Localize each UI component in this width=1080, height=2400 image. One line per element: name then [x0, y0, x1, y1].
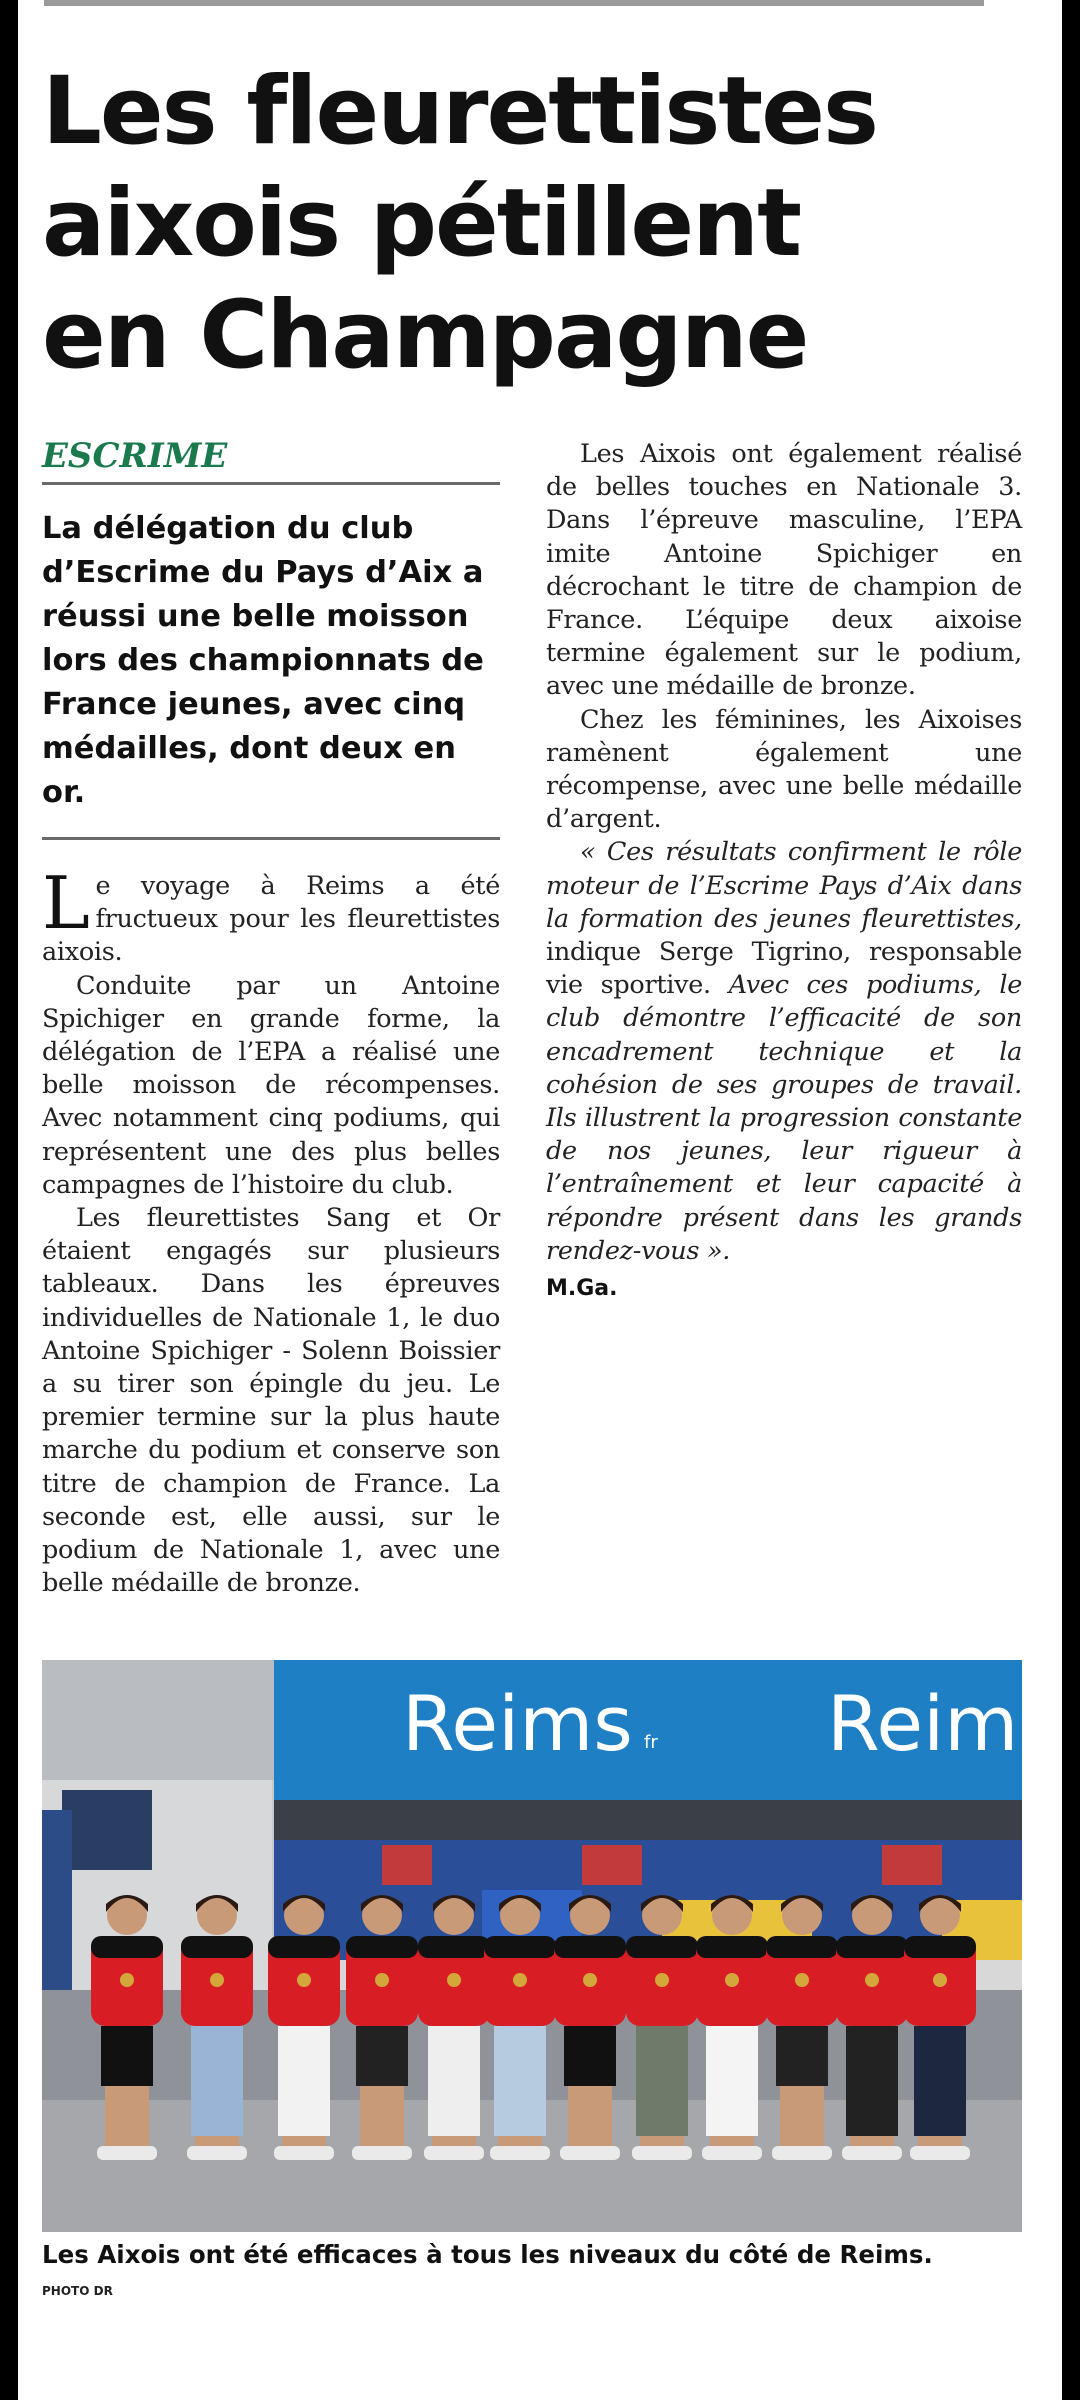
quote-part-1: « Ces résultats confirment le rôle moteur de l’Escrime Pays d’Aix dans la formation des jeunes fleurettistes,: [546, 837, 1022, 934]
banner-text-2: Reim: [827, 1679, 1019, 1768]
photo-credit: PHOTO DR: [42, 2284, 113, 2298]
section-rubric: ESCRIME: [42, 436, 228, 476]
headline-line-1: Les fleurettistes: [42, 57, 877, 166]
paragraph-5: Chez les féminines, les Aixoises ramènent également une récompense, avec une belle médaille d’argent.: [546, 704, 1022, 835]
quote-part-2: Avec ces podiums, le club démontre l’efficacité de son encadrement technique et la cohésion de ses groupes de travail. Ils illustrent la progression constante de nos jeunes, leur rigueur à l’entraînement et leur capacité à répondre présent dans les grands rendez-vous ».: [546, 970, 1022, 1266]
body-right: [546, 438, 1022, 1268]
right-column: [546, 438, 1022, 1301]
paragraph-3: Les fleurettistes Sang et Or étaient engagés sur plusieurs tableaux. Dans les épreuves individuelles de Nationale 1, le duo Antoine Spichiger - Solenn Boissier a su tirer son épingle du jeu. Le premier termine sur la plus haute marche du podium et conserve son titre de champion de France. La seconde est, elle aussi, sur le podium de Nationale 1, avec une belle médaille de bronze.: [42, 1203, 500, 1599]
newspaper-page: [18, 0, 1062, 2400]
lead-rule: [42, 837, 500, 840]
author-signature: M.Ga.: [546, 1276, 618, 1302]
team-photo: [42, 1660, 1022, 2232]
banner-text-1: Reims: [402, 1679, 633, 1768]
photo-caption: Les Aixois ont été efficaces à tous les niveaux du côté de Reims.: [42, 2240, 933, 2269]
article-lead: La délégation du club d’Escrime du Pays d’Aix a réussi une belle moisson lors des championnats de France jeunes, avec cinq médailles, dont deux en or.: [42, 511, 484, 810]
paragraph-2: Conduite par un Antoine Spichiger en grande forme, la délégation de l’EPA a réalisé une belle moisson de récompenses. Avec notamment cinq podiums, qui représentent une des plus belles campagnes de l’histoire du club.: [42, 970, 500, 1200]
paragraph-1: [42, 861, 500, 970]
drop-cap: L: [42, 861, 90, 945]
banner-text-1-sup: fr: [644, 1732, 658, 1753]
paragraph-1-text: e voyage à Reims a été fructueux pour les fleurettistes aixois.: [42, 871, 500, 968]
left-column: [42, 436, 500, 1600]
team-photo-illustration: [42, 1660, 1022, 2232]
body-left: [42, 861, 500, 1600]
paragraph-6: [546, 836, 1022, 1268]
paragraph-4: Les Aixois ont également réalisé de belles touches en Nationale 3. Dans l’épreuve masculine, l’EPA imite Antoine Spichiger en décrochant le titre de champion de France. L’équipe deux aixoise termine également sur le podium, avec une médaille de bronze.: [546, 439, 1022, 702]
quote-attribution: indique Serge Tigrino, responsable vie sportive.: [546, 937, 1022, 1001]
headline-line-3: en Champagne: [42, 281, 808, 390]
headline-line-2: aixois pétillent: [42, 169, 801, 278]
top-rule: [44, 0, 984, 6]
rubric-rule: [42, 482, 500, 485]
article-headline: [42, 56, 1002, 392]
